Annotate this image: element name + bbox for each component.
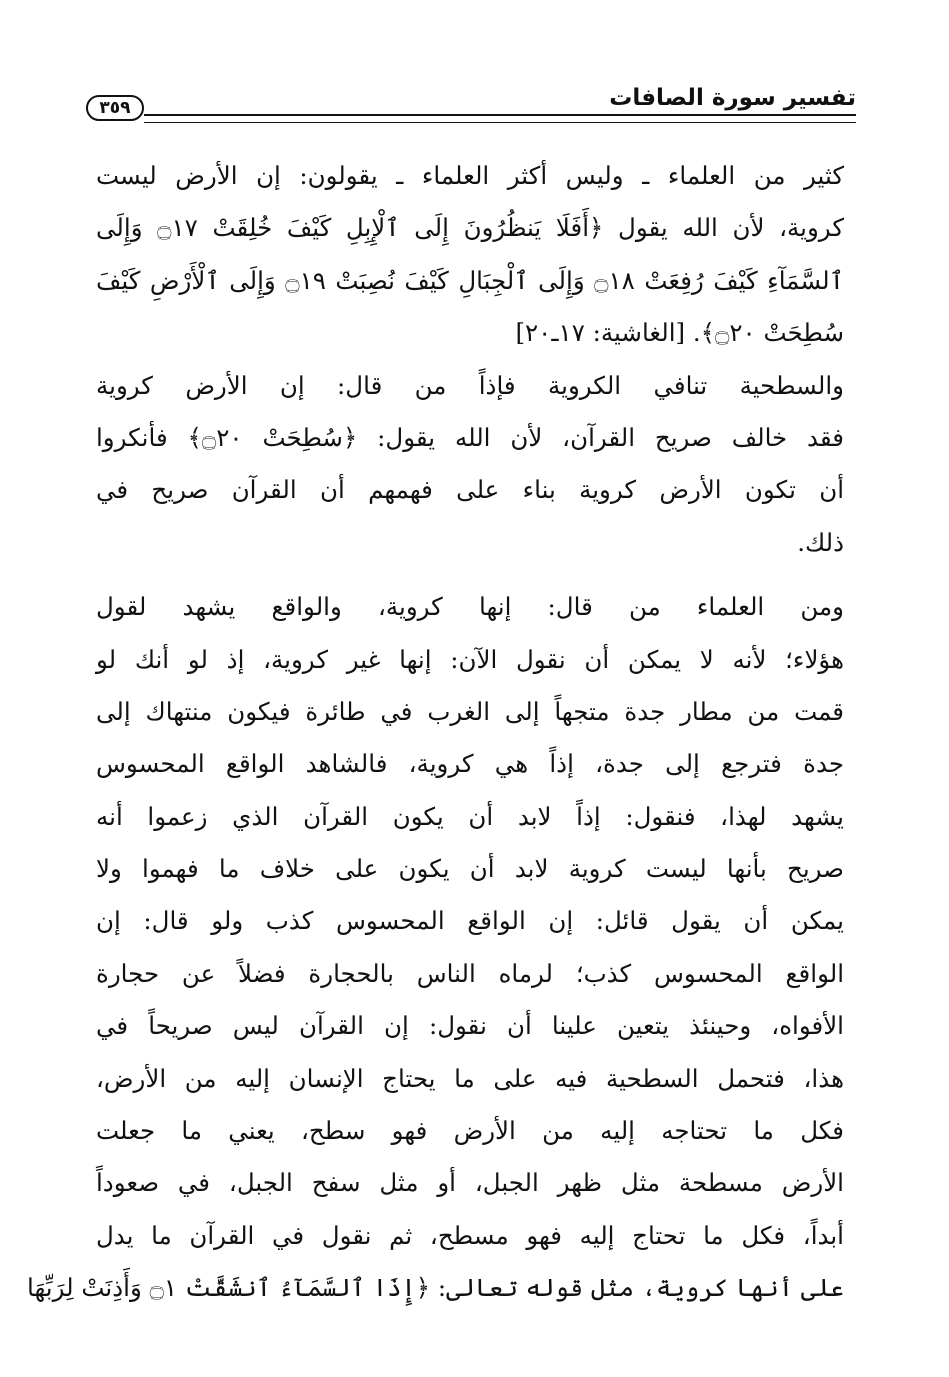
text-line: الواقع المحسوس كذب؛ لرماه الناس بالحجارة فضلاً عن حجارة (96, 958, 844, 988)
paragraph (96, 150, 844, 360)
text-line: فكل ما تحتاجه إليه من الأرض فهو سطح، يعني ما جعلت (96, 1116, 844, 1146)
text-line: صريح بأنها ليست كروية لابد أن يكون على خلاف ما فهموا ولا (96, 854, 844, 884)
body-text (27, 150, 845, 1315)
paragraph (96, 360, 844, 570)
paragraph (27, 581, 844, 1314)
text-line: ٱلسَّمَآءِ كَيْفَ رُفِعَتْ ۝١٨ وَإِلَى ٱلْجِبَالِ كَيْفَ نُصِبَتْ ۝١٩ وَإِلَى ٱلْأَرْضِ كَيْفَ (96, 265, 844, 295)
page-number: ٣٥٩ (86, 95, 144, 121)
text-line: ذلك. (797, 527, 844, 557)
text-line: يمكن أن يقول قائل: إن الواقع المحسوس كذب ولو قال: إن (96, 906, 844, 936)
text-line: والسطحية تنافي الكروية فإذاً من قال: إن الأرض كروية (96, 370, 844, 400)
text-line: فقد خالف صريح القرآن، لأن الله يقول: ﴿سُطِحَتْ ۝٢٠﴾ فأنكروا (96, 422, 845, 452)
paragraph-gap (96, 569, 844, 581)
text-line: أبداً، فكل ما تحتاج إليه فهو مسطح، ثم نقول في القرآن ما يدل (96, 1220, 844, 1250)
text-line: على أنها كروية، مثل قوله تعالى: ﴿إِذَا ٱلسَّمَآءُ ٱنشَقَّتْ ۝١ وَأَذِنَتْ لِرَبِّهَا (27, 1273, 844, 1303)
text-line: الأفواه، وحينئذ يتعين علينا أن نقول: إن القرآن ليس صريحاً في (96, 1011, 844, 1041)
running-header (86, 84, 856, 124)
text-line: قمت من مطار جدة متجهاً إلى الغرب في طائرة فيكون منتهاك إلى (96, 696, 844, 726)
text-line: كثير من العلماء ـ وليس أكثر العلماء ـ يقولون: إن الأرض ليست (96, 161, 844, 190)
text-line: هؤلاء؛ لأنه لا يمكن أن نقول الآن: إنها غير كروية، إذ لو أنك لو (96, 644, 844, 674)
text-line: الأرض مسطحة مثل ظهر الجبل، أو مثل سفح الجبل، في صعوداً (96, 1168, 844, 1198)
chapter-title: تفسير سورة الصافات (609, 85, 856, 111)
text-line: يشهد لهذا، فنقول: إذاً لابد أن يكون القرآن الذي زعموا أنه (96, 801, 844, 831)
text-line: جدة فترجع إلى جدة، إذاً هي كروية، فالشاهد الواقع المحسوس (96, 749, 844, 779)
text-line: ومن العلماء من قال: إنها كروية، والواقع يشهد لقول (96, 592, 844, 622)
text-line: كروية، لأن الله يقول ﴿أَفَلَا يَنظُرُونَ إِلَى ٱلْإِبِلِ كَيْفَ خُلِقَتْ ۝١٧ وَإِلَى (96, 213, 844, 243)
header-rule (144, 114, 856, 123)
text-line: سُطِحَتْ ۝٢٠﴾. [الغاشية: ١٧ـ٢٠] (515, 318, 844, 348)
text-line: أن تكون الأرض كروية بناء على فهمهم أن القرآن صريح في (96, 475, 844, 505)
text-line: هذا، فتحمل السطحية فيه على ما يحتاج الإنسان إليه من الأرض، (96, 1063, 844, 1093)
